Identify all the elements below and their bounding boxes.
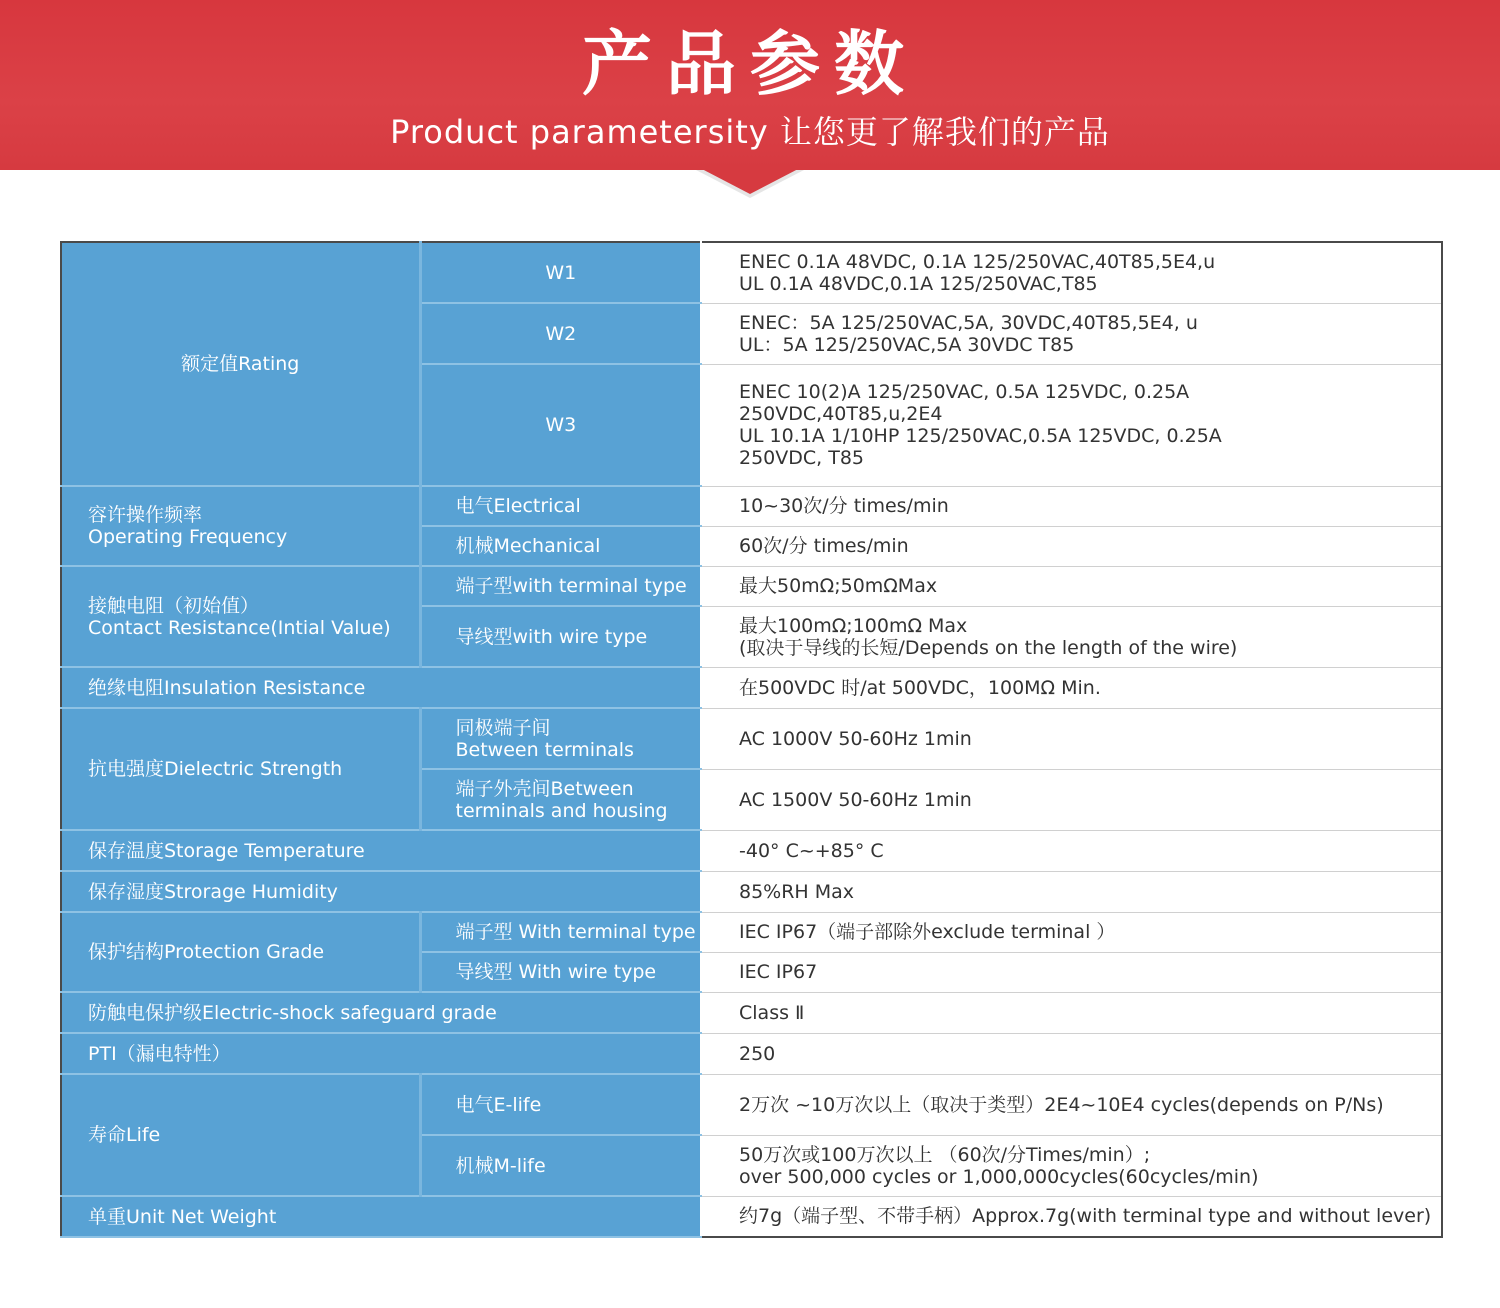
mechanical-value: 60次/分 times/min (701, 526, 1442, 566)
w3-value-line: ENEC 10(2)A 125/250VAC, 0.5A 125VDC, 0.25A (739, 381, 1190, 403)
table-row (61, 566, 1442, 606)
w3-value (701, 364, 1442, 486)
shock-grade-label: 防触电保护级Electric-shock safeguard grade (61, 992, 701, 1033)
wire-type-value-line: (取决于导线的长短/Depends on the length of the wire) (739, 636, 1238, 659)
electrical-label: 电气Electrical (420, 486, 701, 526)
label-line: Between terminals (455, 738, 634, 761)
w2-value-line: UL：5A 125/250VAC,5A 30VDC T85 (739, 333, 1075, 356)
contact-resistance-label (61, 566, 420, 667)
m-life-value-line: over 500,000 cycles or 1,000,000cycles(60cycles/min) (739, 1165, 1259, 1188)
electrical-value: 10~30次/分 times/min (701, 486, 1442, 526)
w1-value (701, 242, 1442, 303)
terminal-type-label: 端子型with terminal type (420, 566, 701, 606)
protection-grade-label: 保护结构Protection Grade (61, 912, 420, 992)
table-row (61, 992, 1442, 1033)
table-row (61, 830, 1442, 871)
w1-value-line: UL 0.1A 48VDC,0.1A 125/250VAC,T85 (739, 272, 1098, 295)
label-line: 容许操作频率 (88, 504, 203, 526)
label-line: 接触电阻（初始值） (88, 594, 260, 617)
m-life-value (701, 1135, 1442, 1196)
label-line: terminals and housing (455, 799, 668, 822)
page-subtitle: Product parametersity 让您更了解我们的产品 (390, 113, 1110, 151)
w2-value-line: ENEC：5A 125/250VAC,5A, 30VDC,40T85,5E4, u (739, 311, 1198, 334)
insulation-label: 绝缘电阻Insulation Resistance (61, 667, 701, 708)
terminal-type-value: 最大50mΩ;50mΩMax (701, 566, 1442, 606)
wire-type-label: 导线型with wire type (420, 606, 701, 667)
banner-notch (700, 168, 800, 194)
m-life-label: 机械M-life (420, 1135, 701, 1196)
table-row (61, 667, 1442, 708)
pti-value: 250 (701, 1033, 1442, 1074)
w2-label: W2 (420, 303, 701, 364)
protection-terminal-value: IEC IP67（端子部除外exclude terminal ） (701, 912, 1442, 952)
w3-value-line: 250VDC,40T85,u,2E4 (739, 403, 943, 425)
between-terminals-label (420, 708, 701, 769)
insulation-value: 在500VDC 时/at 500VDC，100MΩ Min. (701, 667, 1442, 708)
table-row (61, 871, 1442, 912)
table-row (61, 912, 1442, 952)
w3-label: W3 (420, 364, 701, 486)
w3-value-line: 250VDC, T85 (739, 447, 865, 469)
table-row (61, 1074, 1442, 1135)
operating-frequency-label (61, 486, 420, 566)
between-terminals-value: AC 1000V 50-60Hz 1min (701, 708, 1442, 769)
storage-humidity-label: 保存湿度Strorage Humidity (61, 871, 701, 912)
dielectric-label: 抗电强度Dielectric Strength (61, 708, 420, 830)
table-row (61, 1033, 1442, 1074)
label-line: Contact Resistance(Intial Value) (88, 616, 391, 639)
label-line: 同极端子间 (455, 716, 551, 739)
terminals-housing-label (420, 769, 701, 830)
label-line: 端子外壳间Between (455, 777, 634, 800)
life-label: 寿命Life (61, 1074, 420, 1196)
e-life-value: 2万次 ~10万次以上（取决于类型）2E4~10E4 cycles(depends on P/Ns) (701, 1074, 1442, 1135)
spec-table (60, 241, 1443, 1238)
m-life-value-line: 50万次或100万次以上 （60次/分Times/min）; (739, 1143, 1151, 1166)
w2-value (701, 303, 1442, 364)
rating-label: 额定值Rating (61, 242, 420, 486)
table-row (61, 708, 1442, 769)
protection-wire-label: 导线型 With wire type (420, 952, 701, 992)
w1-label: W1 (420, 242, 701, 303)
w3-value-line: UL 10.1A 1/10HP 125/250VAC,0.5A 125VDC, 0.25A (739, 425, 1222, 447)
protection-wire-value: IEC IP67 (701, 952, 1442, 992)
weight-value: 约7g（端子型、不带手柄）Approx.7g(with terminal type and without lever) (701, 1196, 1442, 1237)
table-row (61, 486, 1442, 526)
mechanical-label: 机械Mechanical (420, 526, 701, 566)
wire-type-value (701, 606, 1442, 667)
w1-value-line: ENEC 0.1A 48VDC, 0.1A 125/250VAC,40T85,5E4,u (739, 250, 1216, 273)
label-line: Operating Frequency (88, 526, 288, 548)
pti-label: PTI（漏电特性） (61, 1033, 701, 1074)
shock-grade-value: Class Ⅱ (701, 992, 1442, 1033)
storage-temperature-value: -40° C~+85° C (701, 830, 1442, 871)
protection-terminal-label: 端子型 With terminal type (420, 912, 701, 952)
storage-humidity-value: 85%RH Max (701, 871, 1442, 912)
e-life-label: 电气E-life (420, 1074, 701, 1135)
terminals-housing-value: AC 1500V 50-60Hz 1min (701, 769, 1442, 830)
wire-type-value-line: 最大100mΩ;100mΩ Max (739, 614, 968, 637)
table-row (61, 1196, 1442, 1237)
storage-temperature-label: 保存温度Storage Temperature (61, 830, 701, 871)
weight-label: 单重Unit Net Weight (61, 1196, 701, 1237)
page-title: 产品参数 (582, 23, 918, 105)
table-row (61, 242, 1442, 303)
